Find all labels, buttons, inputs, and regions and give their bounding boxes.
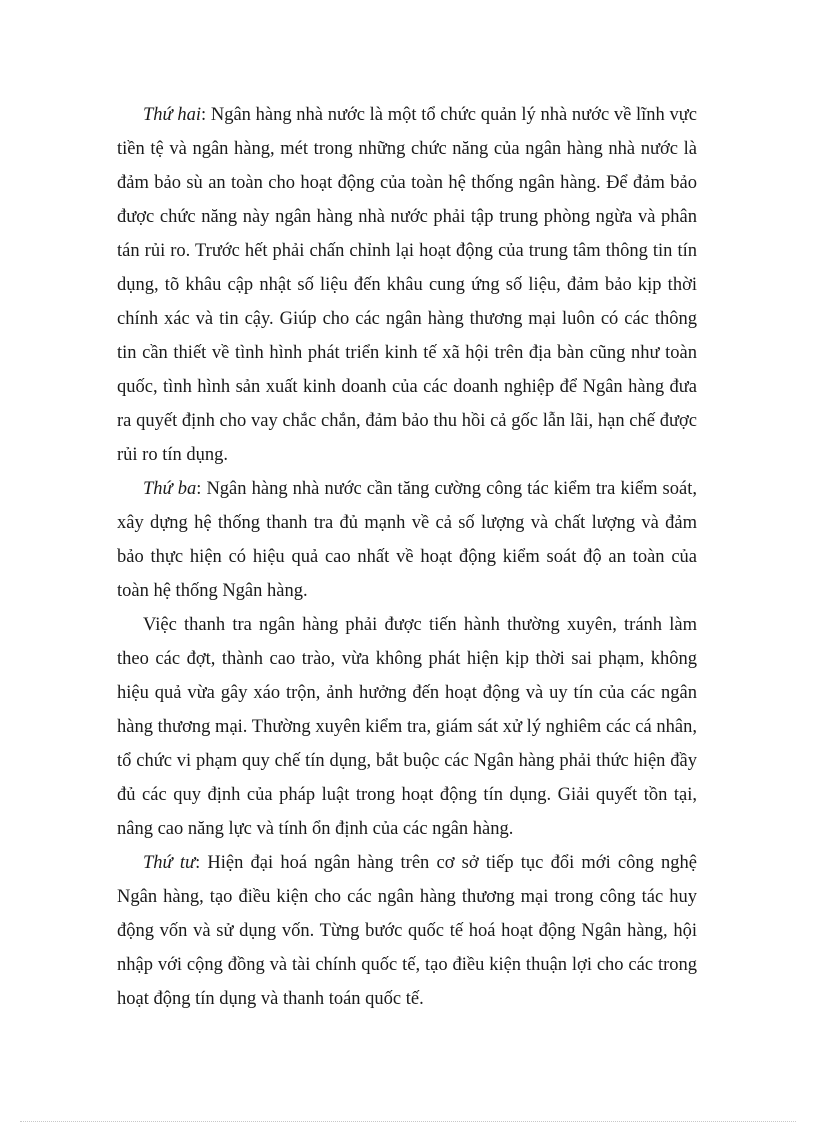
paragraph-thu-hai <box>117 98 697 472</box>
paragraph-thanh-tra <box>117 608 697 846</box>
paragraph-thu-tu <box>117 846 697 1016</box>
paragraph-lead: Thứ tư <box>143 853 196 873</box>
paragraph-text: : Ngân hàng nhà nước là một tổ chức quản lý nhà nước về lĩnh vực tiền tệ và ngân hàng, mét trong những chức năng của ngân hàng nhà nước là đảm bảo sù an toàn cho hoạt động của toàn hệ thống ngân hàng. Để đảm bảo được chức năng này ngân hàng nhà nước phải tập trung phòng ngừa và phân tán rủi ro. Trước hết phải chấn chỉnh lại hoạt động của trung tâm thông tin tín dụng, tõ khâu cập nhật số liệu đến khâu cung ứng số liệu, đảm bảo kịp thời chính xác và tin cậy. Giúp cho các ngân hàng thương mại luôn có các thông tin cần thiết về tình hình phát triển kinh tế xã hội trên địa bàn cũng như toàn quốc, tình hình sản xuất kinh doanh của các doanh nghiệp để Ngân hàng đưa ra quyết định cho vay chắc chắn, đảm bảo thu hồi cả gốc lẫn lãi, hạn chế được rủi ro tín dụng. <box>117 105 697 465</box>
paragraph-text: : Hiện đại hoá ngân hàng trên cơ sở tiếp tục đổi mới công nghệ Ngân hàng, tạo điều kiện cho các ngân hàng thương mại trong công tác huy động vốn và sử dụng vốn. Từng bước quốc tế hoá hoạt động Ngân hàng, hội nhập với cộng đồng và tài chính quốc tế, tạo điều kiện thuận lợi cho các trong hoạt động tín dụng và thanh toán quốc tế. <box>117 853 698 1009</box>
paragraph-lead: Thứ hai <box>143 105 201 125</box>
document-body <box>117 98 697 1016</box>
paragraph-text: : Ngân hàng nhà nước cần tăng cường công tác kiểm tra kiểm soát, xây dựng hệ thống thanh tra đủ mạnh về cả số lượng và chất lượng và đảm bảo thực hiện có hiệu quả cao nhất về hoạt động kiểm soát độ an toàn của toàn hệ thống Ngân hàng. <box>117 479 697 601</box>
paragraph-text: Việc thanh tra ngân hàng phải được tiến hành thường xuyên, tránh làm theo các đợt, thành cao trào, vừa không phát hiện kịp thời sai phạm, không hiệu quả vừa gây xáo trộn, ảnh hưởng đến hoạt động và uy tín của các ngân hàng thương mại. Thường xuyên kiểm tra, giám sát xử lý nghiêm các cá nhân, tổ chức vi phạm quy chế tín dụng, bắt buộc các Ngân hàng phải thức hiện đầy đủ các quy định của pháp luật trong hoạt động tín dụng. Giải quyết tồn tại, nâng cao năng lực và tính ổn định của các ngân hàng. <box>117 615 697 839</box>
paragraph-lead: Thứ ba <box>143 479 197 499</box>
page-bottom-border <box>20 1121 796 1122</box>
paragraph-thu-ba <box>117 472 697 608</box>
